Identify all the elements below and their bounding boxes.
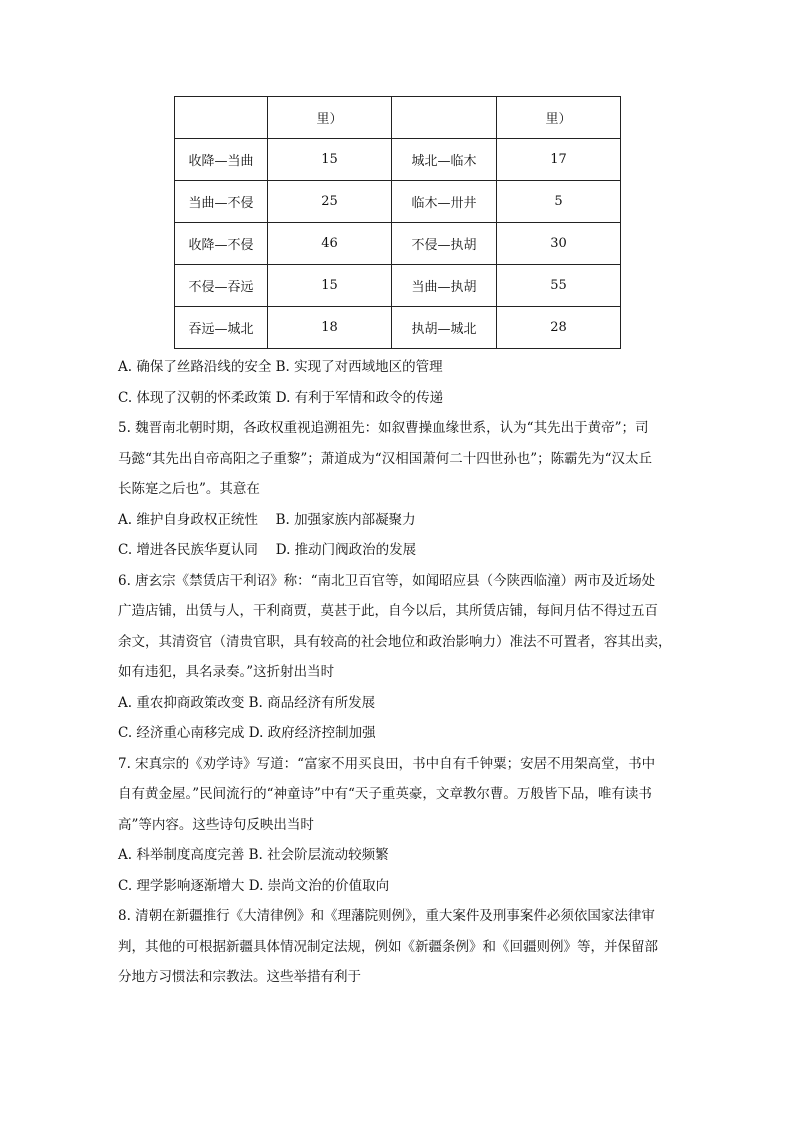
text-line: 广造店铺，出赁与人，干利商贾，莫甚于此，自今以后，其所赁店铺，每间月估不得过五百 — [118, 603, 658, 619]
table-cell: 不侵—执胡 — [392, 223, 497, 265]
table-cell: 46 — [268, 223, 392, 265]
table-header-row — [175, 97, 621, 139]
text-line: 如有违犯，具名录奏。”这折射出当时 — [118, 664, 335, 680]
table-row — [175, 265, 621, 307]
table-cell: 55 — [497, 265, 621, 307]
table-cell: 吞远—城北 — [175, 307, 268, 349]
table-row — [175, 181, 621, 223]
table-cell: 15 — [268, 139, 392, 181]
table-cell — [175, 97, 268, 139]
table-cell: 25 — [268, 181, 392, 223]
text-line: A. 维护自身政权正统性 B. 加强家族内部凝聚力 — [118, 511, 416, 528]
table-cell: 18 — [268, 307, 392, 349]
table-cell: 5 — [497, 181, 621, 223]
table-cell: 当曲—执胡 — [392, 265, 497, 307]
table-cell: 里） — [268, 97, 392, 139]
question-text — [118, 352, 680, 993]
table-cell: 17 — [497, 139, 621, 181]
text-line: A. 重农抑商政策改变 B. 商品经济有所发展 — [118, 694, 376, 711]
table-cell: 28 — [497, 307, 621, 349]
distance-table-body — [175, 97, 621, 349]
text-line: 7. 宋真宗的《劝学诗》写道：“富家不用买良田，书中自有千钟粟；安居不用架高堂，书中 — [118, 755, 656, 772]
table-cell: 当曲—不侵 — [175, 181, 268, 223]
table-cell: 15 — [268, 265, 392, 307]
distance-table — [174, 96, 621, 349]
text-line: C. 体现了汉朝的怀柔政策 D. 有利于军情和政令的传递 — [118, 389, 444, 406]
table-cell — [392, 97, 497, 139]
text-line: 马懿“其先出自帝高阳之子重黎”；萧道成为“汉相国萧何二十四世孙也”；陈霸先为“汉太丘 — [118, 450, 653, 467]
table-cell: 30 — [497, 223, 621, 265]
text-line: 分地方习惯法和宗教法。这些举措有利于 — [118, 969, 361, 985]
text-line: 6. 唐玄宗《禁赁店干利诏》称：“南北卫百官等，如闻昭应县（今陕西临潼）两市及近场处 — [118, 572, 656, 589]
text-line: 8. 清朝在新疆推行《大清律例》和《理藩院则例》，重大案件及刑事案件必须依国家法律审 — [118, 908, 655, 924]
table-cell: 临木—卅井 — [392, 181, 497, 223]
table-cell: 执胡—城北 — [392, 307, 497, 349]
text-line: 余文，其清资官（清贵官职，具有较高的社会地位和政治影响力）准法不可置者，容其出卖， — [118, 633, 672, 650]
table-cell: 城北—临木 — [392, 139, 497, 181]
text-line: C. 增进各民族华夏认同 D. 推动门阀政治的发展 — [118, 542, 417, 558]
text-line: C. 理学影响逐渐增大 D. 崇尚文治的价值取向 — [118, 877, 390, 894]
text-line: 5. 魏晋南北朝时期，各政权重视追溯祖先：如叙曹操血缘世系，认为“其先出于黄帝”；司 — [118, 420, 649, 436]
table-cell: 里） — [497, 97, 621, 139]
text-line: 判，其他的可根据新疆具体情况制定法规，例如《新疆条例》和《回疆则例》等，并保留部 — [118, 938, 658, 955]
table-cell: 收降—当曲 — [175, 139, 268, 181]
table-row — [175, 223, 621, 265]
table-row — [175, 307, 621, 349]
text-line: 长陈寔之后也”。其意在 — [118, 481, 260, 497]
text-line: C. 经济重心南移完成 D. 政府经济控制加强 — [118, 725, 376, 741]
table-row — [175, 139, 621, 181]
text-line: 自有黄金屋。”民间流行的“神童诗”中有“天子重英豪，文章教尔曹。万般皆下品，唯有读书 — [118, 786, 652, 802]
text-line: A. 科举制度高度完善 B. 社会阶层流动较频繁 — [118, 847, 389, 863]
table-cell: 不侵—吞远 — [175, 265, 268, 307]
table-cell: 收降—不侵 — [175, 223, 268, 265]
text-line: 高”等内容。这些诗句反映出当时 — [118, 816, 314, 833]
text-line: A. 确保了丝路沿线的安全 B. 实现了对西域地区的管理 — [118, 359, 443, 375]
